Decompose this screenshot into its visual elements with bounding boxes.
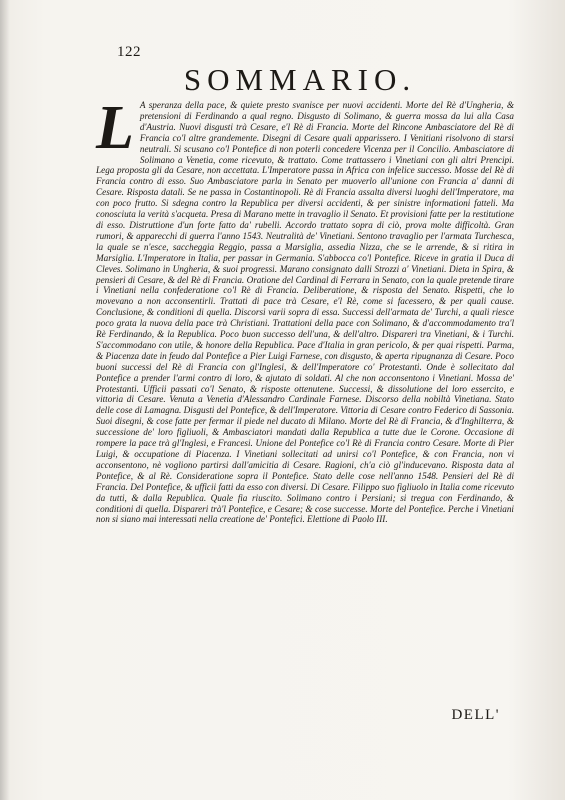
page-number: 122 (117, 44, 141, 60)
summary-paragraph: A speranza della pace, & quiete presto svanisce per nuovi accidenti. Morte del Rè d'Ungheria, & pretensioni di Ferdinando a qual regno. Disgusto di Solimano, & guerra mossa da lui alla Casa d'Austria. Nuovi disgusti trà Cesare, e'l Rè di Francia. Morte del Rincone Ambasciatore del Rè di Francia co'l altre grandemente. Disegni di Cesare quali apparissero. I Venitiani risolvono di starsi neutrali. Si scusano co'l Pontefice di non poterli concedere Vicenza per il Concilio. Ambasciatore di Solimano a Venetia, come ricevuto, & trattato. Come trattassero i Vinetiani con gli altri Prencipi. Lega proposta gli da Cesare, non accettata. L'Imperatore passa in Africa con infelice successo. Mosse del Rè di Francia contro di esso. Suo Ambasciatore parla in Senato per muoverlo all'unione con Francia a' danni di Cesare. Risposta datali. Se ne passa in Costantinopoli. Rè di Francia assalta diversi luoghi dell'Imperatore, ma con poco frutto. Si sdegna contro la Republica per diversi accidenti, & per sinistre informationi fatteli. Ma conosciuta la verità s'acqueta. Presa di Marano mette in travaglio il Senato. Et provisioni fatte per la restitutione di esso. Distruttione d'un forte fatto da' rubelli. Accordo trattato sopra di ciò, prova molte difficoltà. Gran rumori, & apparecchi di guerra l'anno 1543. Neutralità de' Vinetiani. Sentono travaglio per l'armata Turchesca, la quale se n'esce, saccheggia Reggio, passa a Marsiglia, assedia Nizza, che se le arrende, & si ritira in Marsiglia. L'Imperatore in Italia, per passar in Germania. S'abbocca co'l Pontefice. Riceve in gratia il Duca di Cleves. Solimano in Ungheria, & suoi progressi. Marano consignato dalli Strozzi a' Vinetiani. Dieta in Spira, & pensieri di Cesare, & del Rè di Francia. Oratione del Cardinal di Ferrara in Senato, con la quale pretende tirare i Vinetiani nella confederatione co'l Rè di Francia. Deliberatione, & risposta del Senato. Rispetti, che lo movevano a non acconsentirli. Trattati di pace trà Cesare, e'l Rè, come si facessero, & per quali cause. Conclusione, & conditioni di quella. Discorsi varii sopra di essa. Successi dell'armata de' Turchi, a quali riesce poco grata la nuova della pace trà Christiani. Trattationi della pace con Solimano, & d'accommodamento tra'l Rè Ferdinando, & la Republica. Poco buon successo dell'una, & dell'altro. Dispareri tra Vinetiani, & i Turchi. S'accommodano con utile, & honore della Republica. Pace d'Italia in gran pericolo, & per quai rispetti. Parma, & Piacenza date in feudo dal Pontefice a Pier Luigi Farnese, con disgusto, & aperta ripugnanza di Cesare. Poco buoni successi del Rè di Francia con gl'Inglesi, & dell'Imperatore co' Protestanti. Onde è sollecitato dal Pontefice a prender l'armi contro di loro, & ajutato di soldati. Al che non acconsentono i Vinetiani. Mossa de' Protestanti. Ufficii passati co'l Senato, & risposte ottenutene. Successi, & dissolutione del loro essercito, e vittoria di Cesare. Venuta a Venetia d'Alessandro Cardinale Farnese. Discorso della nobiltà Vinetiana. Stato delle cose di Lamagna. Disgusti del Pontefice, & dell'Imperatore. Vittoria di Cesare contro Federico di Sassonia. Suoi disegni, & cose fatte per fermar il piede nel ducato di Milano. Morte del Rè di Francia, & d'Inghilterra, & successione de' loro figliuoli, & Ambasciatori mandati dalla Republica a tutte due le Corone. Occasione di rompere la pace trà gl'Inglesi, e Francesi. Unione del Pontefice co'l Rè di Francia contro Cesare. Morte di Pier Luigi, & occupatione di Piacenza. I Vinetiani sollecitati ad unirsi co'l Pontefice, & con Francia, non vi acconsentono, nè vogliono partirsi dall'amicitia di Cesare. Ragioni, ch'a ciò gl'inducevano. Risposta data al Pontefice, & al Rè. Consideratione sopra il Pontefice. Stato delle cose nell'anno 1548. Pensieri del Rè di Francia. Del Pontefice, & ufficii fatti da esso con diversi. Di Cesare. Filippo suo figliuolo in Italia come ricevuto da tutti, & dalla Republica. Quale fia riuscito. Solimano contro i Persiani; si tregua con Ferdinando, & conditioni di quella. Dispareri trà'l Pontefice, e Cesare; & cose successe. Morte del Pontefice. Perche i Vinetiani non si siano mai interessati nella creatione de' Pontefici. Elettione di Paolo III. (96, 100, 514, 525)
catchword: DELL' (451, 707, 500, 723)
page-title: SOMMARIO. (183, 62, 417, 97)
drop-cap: L (96, 94, 134, 162)
binding-gutter-shadow (0, 0, 10, 800)
summary-body (96, 94, 514, 525)
